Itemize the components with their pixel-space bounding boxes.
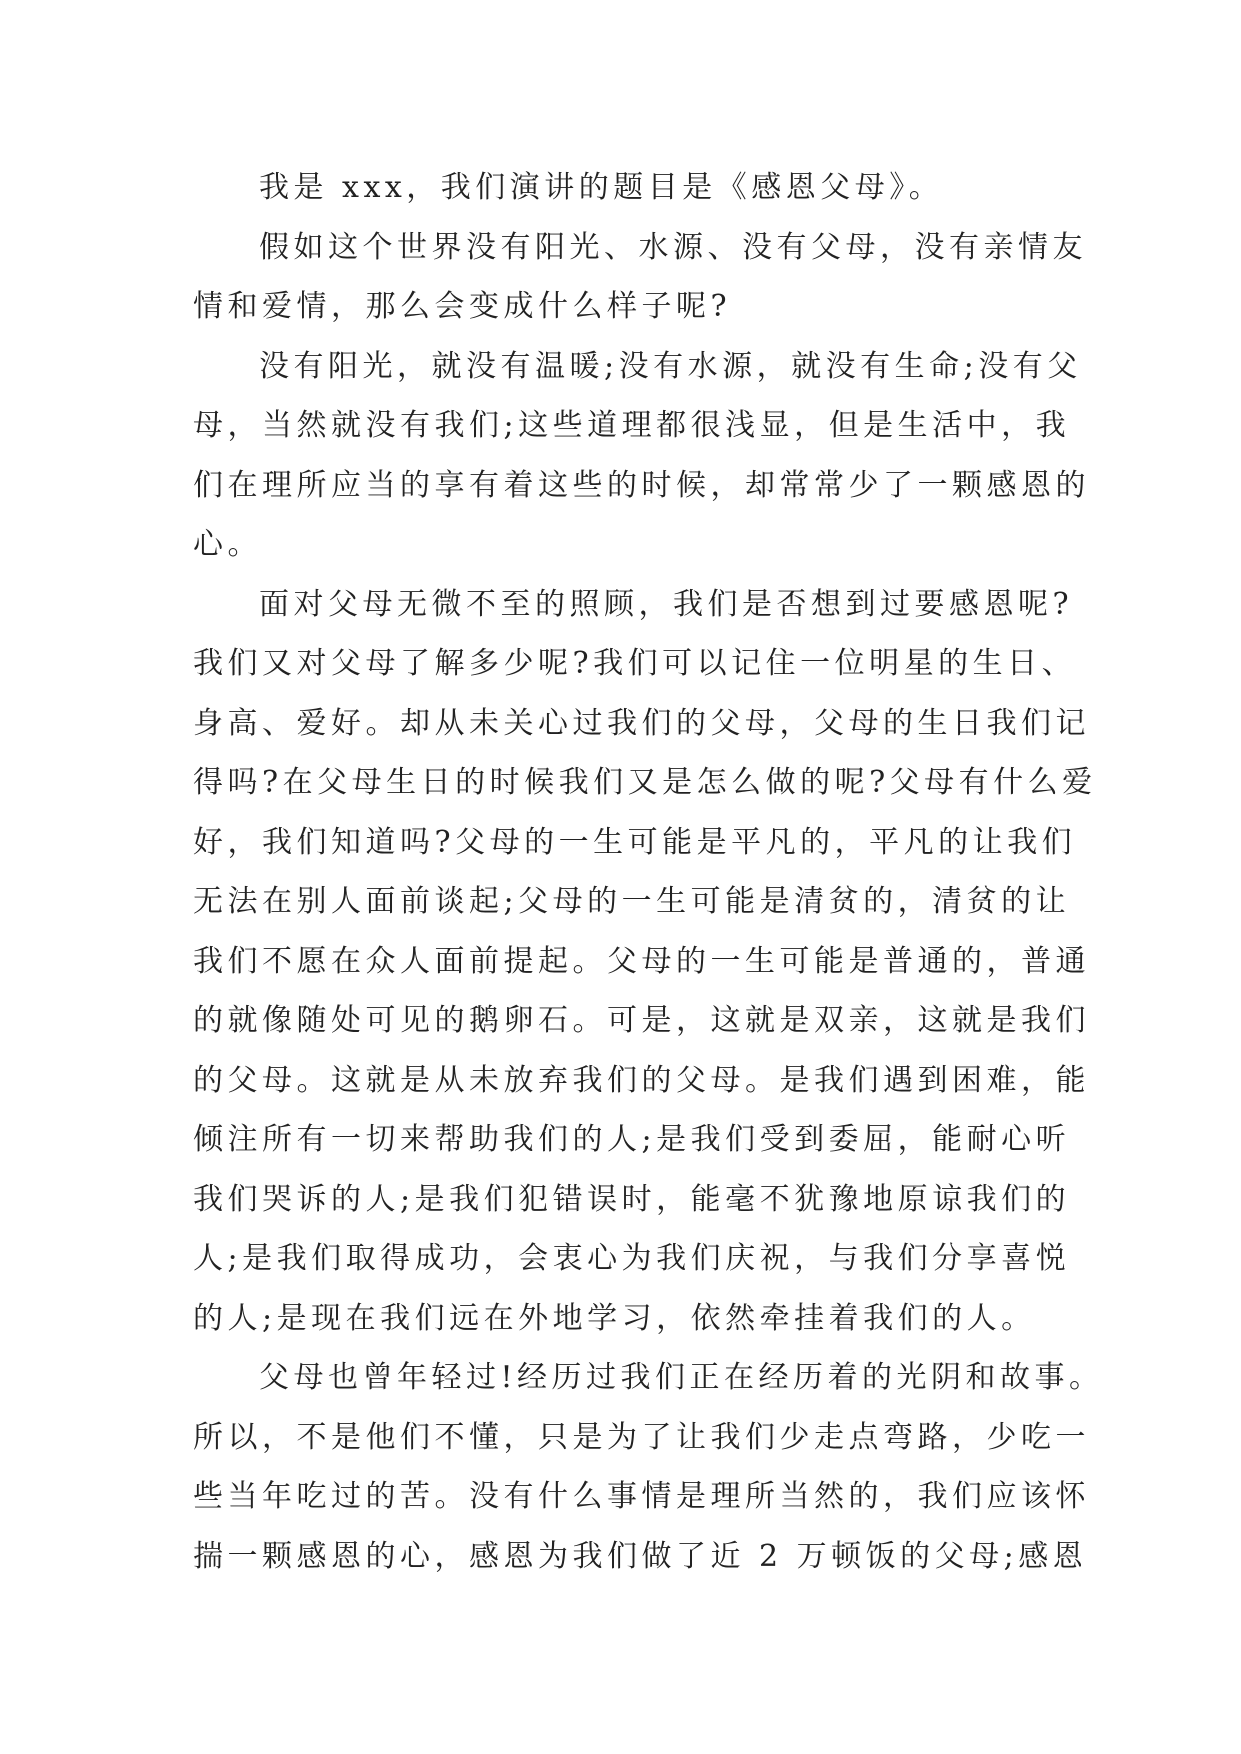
text-line: 我们又对父母了解多少呢?我们可以记住一位明星的生日、 [193, 646, 1077, 681]
text-line: 所以，不是他们不懂，只是为了让我们少走点弯路，少吃一 [193, 1419, 1090, 1455]
paragraph [193, 218, 1087, 337]
paragraph [193, 575, 1097, 1349]
text-line: 揣一颗感恩的心，感恩为我们做了近 2 万顿饭的父母;感恩 [193, 1538, 1088, 1574]
text-line: 倾注所有一切来帮助我们的人;是我们受到委屈，能耐心听 [193, 1122, 1071, 1157]
text-line: 好，我们知道吗?父母的一生可能是平凡的，平凡的让我们 [193, 824, 1077, 860]
paragraph [193, 337, 1090, 575]
text-line: 我们不愿在众人面前提起。父母的一生可能是普通的，普通 [193, 943, 1090, 979]
document-body [193, 158, 1104, 1586]
paragraph [193, 1348, 1104, 1586]
text-line: 情和爱情，那么会变成什么样子呢? [193, 289, 732, 324]
text-line: 母，当然就没有我们;这些道理都很浅显，但是生活中，我 [193, 408, 1071, 443]
paragraph [193, 158, 1053, 218]
text-line: 人;是我们取得成功，会衷心为我们庆祝，与我们分享喜悦 [193, 1241, 1071, 1276]
text-line: 我们哭诉的人;是我们犯错误时，能毫不犹豫地原谅我们的 [193, 1181, 1071, 1217]
text-line: 没有阳光，就没有温暖;没有水源，就没有生命;没有父 [259, 348, 1082, 384]
text-line: 无法在别人面前谈起;父母的一生可能是清贫的，清贫的让 [193, 884, 1071, 919]
text-line: 们在理所应当的享有着这些的时候，却常常少了一颗感恩的 [193, 467, 1090, 503]
text-line: 的就像随处可见的鹅卵石。可是，这就是双亲，这就是我们 [193, 1003, 1090, 1038]
text-line: 身高、爱好。却从未关心过我们的父母，父母的生日我们记 [193, 705, 1090, 741]
text-line: 假如这个世界没有阳光、水源、没有父母，没有亲情友 [259, 229, 1087, 265]
text-line: 面对父母无微不至的照顾，我们是否想到过要感恩呢? [259, 586, 1074, 622]
text-line: 些当年吃过的苦。没有什么事情是理所当然的，我们应该怀 [193, 1479, 1090, 1514]
text-line: 得吗?在父母生日的时候我们又是怎么做的呢?父母有什么爱 [193, 765, 1097, 800]
text-line: 的父母。这就是从未放弃我们的父母。是我们遇到困难，能 [193, 1062, 1090, 1098]
text-line: 我是 xxx，我们演讲的题目是《感恩父母》。 [259, 170, 944, 205]
text-line: 父母也曾年轻过!经历过我们正在经历着的光阴和故事。 [259, 1360, 1104, 1395]
text-line: 的人;是现在我们远在外地学习，依然牵挂着我们的人。 [193, 1300, 1036, 1336]
text-line: 心。 [193, 527, 262, 562]
